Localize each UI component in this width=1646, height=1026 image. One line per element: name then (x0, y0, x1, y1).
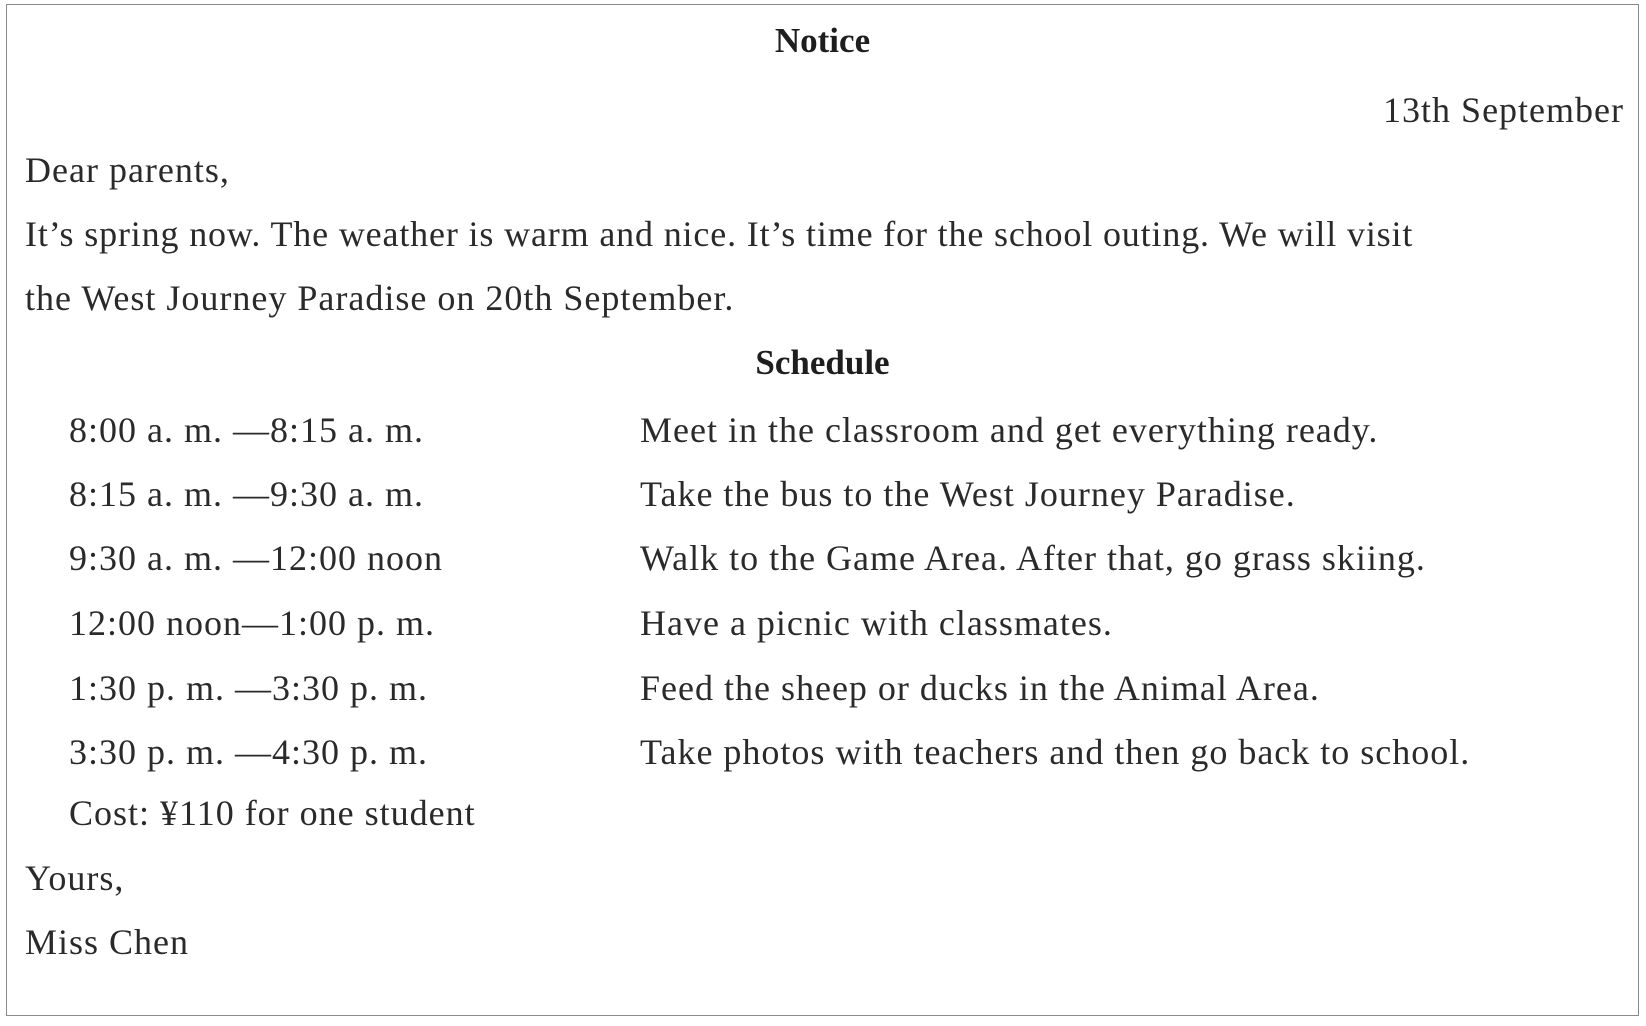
notice-title: Notice (774, 21, 871, 60)
schedule-title: Schedule (755, 343, 890, 382)
schedule-activity: Have a picnic with classmates. (640, 603, 1113, 643)
body-line-1: It’s spring now. The weather is warm and nice. It’s time for the school outing. We will visit (25, 214, 1414, 254)
greeting: Dear parents, (25, 150, 230, 190)
schedule-time: 9:30 a. m. —12:00 noon (69, 538, 443, 578)
closing: Yours, (25, 858, 125, 898)
body-line-2: the West Journey Paradise on 20th September. (25, 278, 735, 318)
schedule-time: 1:30 p. m. —3:30 p. m. (69, 668, 429, 708)
cost: Cost: ¥110 for one student (69, 793, 476, 833)
schedule-activity: Take photos with teachers and then go back to school. (640, 732, 1471, 772)
signature: Miss Chen (25, 922, 190, 962)
schedule-time: 12:00 noon—1:00 p. m. (69, 603, 436, 643)
schedule-activity: Take the bus to the West Journey Paradise. (640, 474, 1296, 514)
schedule-time: 8:00 a. m. —8:15 a. m. (69, 410, 424, 450)
schedule-activity: Walk to the Game Area. After that, go grass skiing. (640, 538, 1426, 578)
notice-date: 13th September (1383, 90, 1624, 130)
schedule-time: 3:30 p. m. —4:30 p. m. (69, 732, 429, 772)
notice-box (6, 4, 1639, 1016)
schedule-time: 8:15 a. m. —9:30 a. m. (69, 474, 424, 514)
schedule-activity: Meet in the classroom and get everything ready. (640, 410, 1379, 450)
schedule-activity: Feed the sheep or ducks in the Animal Area. (640, 668, 1320, 708)
